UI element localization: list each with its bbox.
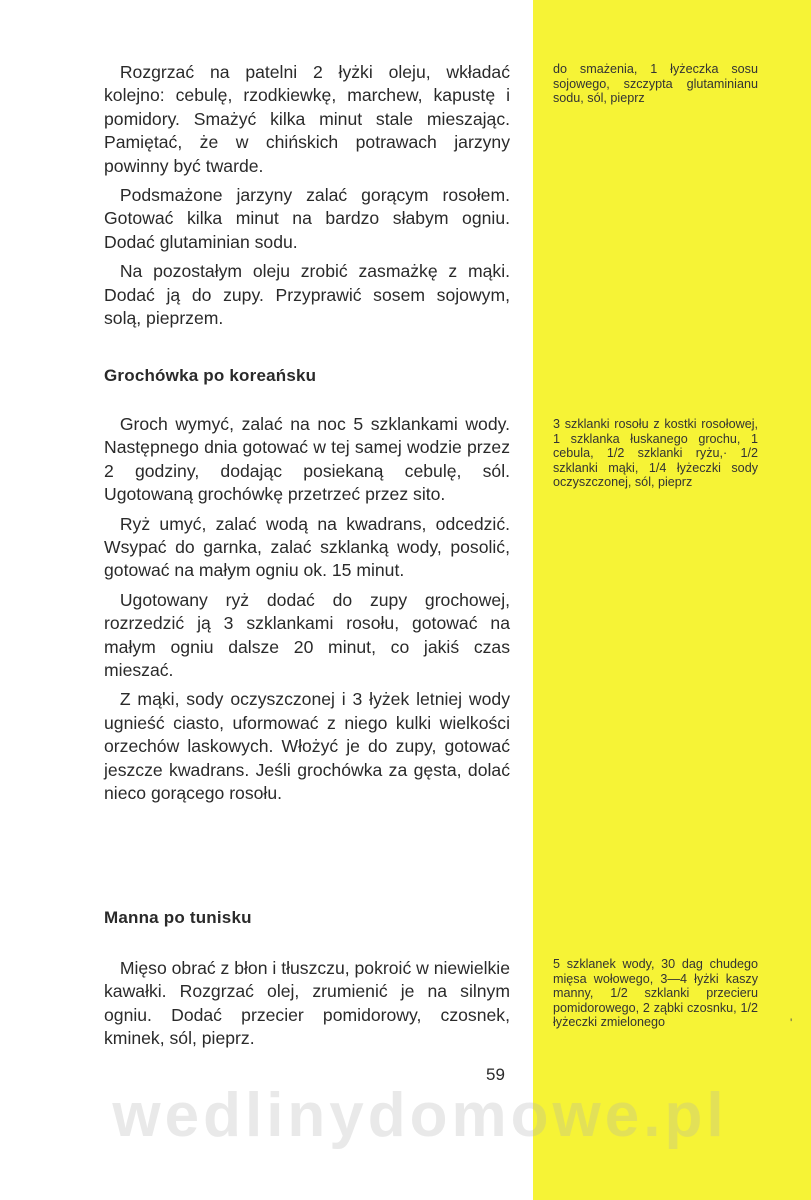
section1-paragraph-2: Podsmażone jarzyny zalać gorącym rosołem. Gotować kilka minut na bardzo słabym ogniu. Dodać glutaminian sodu. [104,185,510,252]
section3-ingredients: 5 szklanek wody, 30 dag chudego mięsa wołowego, 3—4 łyżki kaszy manny, 1/2 szklanki przecieru pomidorowego, 2 ząbki czosnku, 1/2 łyżeczki zmielonego [553,957,758,1030]
section3-paragraph-1: Mięso obrać z błon i tłuszczu, pokroić w niewielkie kawałki. Rozgrzać olej, zrumienić je na silnym ogniu. Dodać przecier pomidorowy, czosnek, kminek, sól, pieprz. [104,958,510,1049]
watermark-text: wedlinydomowe.pl [112,1081,728,1150]
section2-paragraph-1: Groch wymyć, zalać na noc 5 szklankami wody. Następnego dnia gotować w tej samej wodzie przez 2 godziny, dodając posiekaną cebulę, sól. Ugotowaną grochówkę przetrzeć przez sito. [104,414,510,505]
section3-body [104,957,510,1057]
section2-ingredients: 3 szklanki rosołu z kostki rosołowej, 1 szklanka łuskanego grochu, 1 cebula, 1/2 szklanki ryżu,· 1/2 szklanki mąki, 1/4 łyżeczki sody oczyszczonej, sól, pieprz [553,417,758,490]
section2-paragraph-2: Ryż umyć, zalać wodą na kwadrans, odcedzić. Wsypać do garnka, zalać szklanką wody, posolić, gotować na małym ogniu ok. 15 minut. [104,513,510,581]
section2-paragraph-4: Z mąki, sody oczyszczonej i 3 łyżek letniej wody ugnieść ciasto, uformować z niego kulki wielkości orzechów laskowych. Włożyć je do zupy, gotować jeszcze kwadrans. Jeśli grochówka za gęsta, dolać nieco gorącego rosołu. [104,689,510,804]
section2-body [104,413,510,812]
section2-paragraph-3: Ugotowany ryż dodać do zupy grochowej, rozrzedzić ją 3 szklankami rosołu, gotować na małym ogniu dalsze 20 minut, co jakiś czas mieszać. [104,589,510,681]
section1-ingredients: do smażenia, 1 łyżeczka sosu sojowego, szczypta glutaminianu sodu, sól, pieprz [553,62,758,106]
section2-title: Grochówka po koreańsku [104,366,317,385]
section1-paragraph-3: Na pozostałym oleju zrobić zasmażkę z mąki. Dodać ją do zupy. Przyprawić sosem sojowym, solą, pieprzem. [104,261,510,329]
section3-title: Manna po tunisku [104,908,252,927]
margin-mark: ' [790,1016,793,1030]
section1-paragraph-1: Rozgrzać na patelni 2 łyżki oleju, wkładać kolejno: cebulę, rzodkiewkę, marchew, kapustę i pomidory. Smażyć kilka minut stale mieszając. Pamiętać, że w chińskich potrawach jarzyny powinny być twarde. [104,62,510,176]
page-number: 59 [486,1065,505,1084]
section1-body [104,61,510,336]
